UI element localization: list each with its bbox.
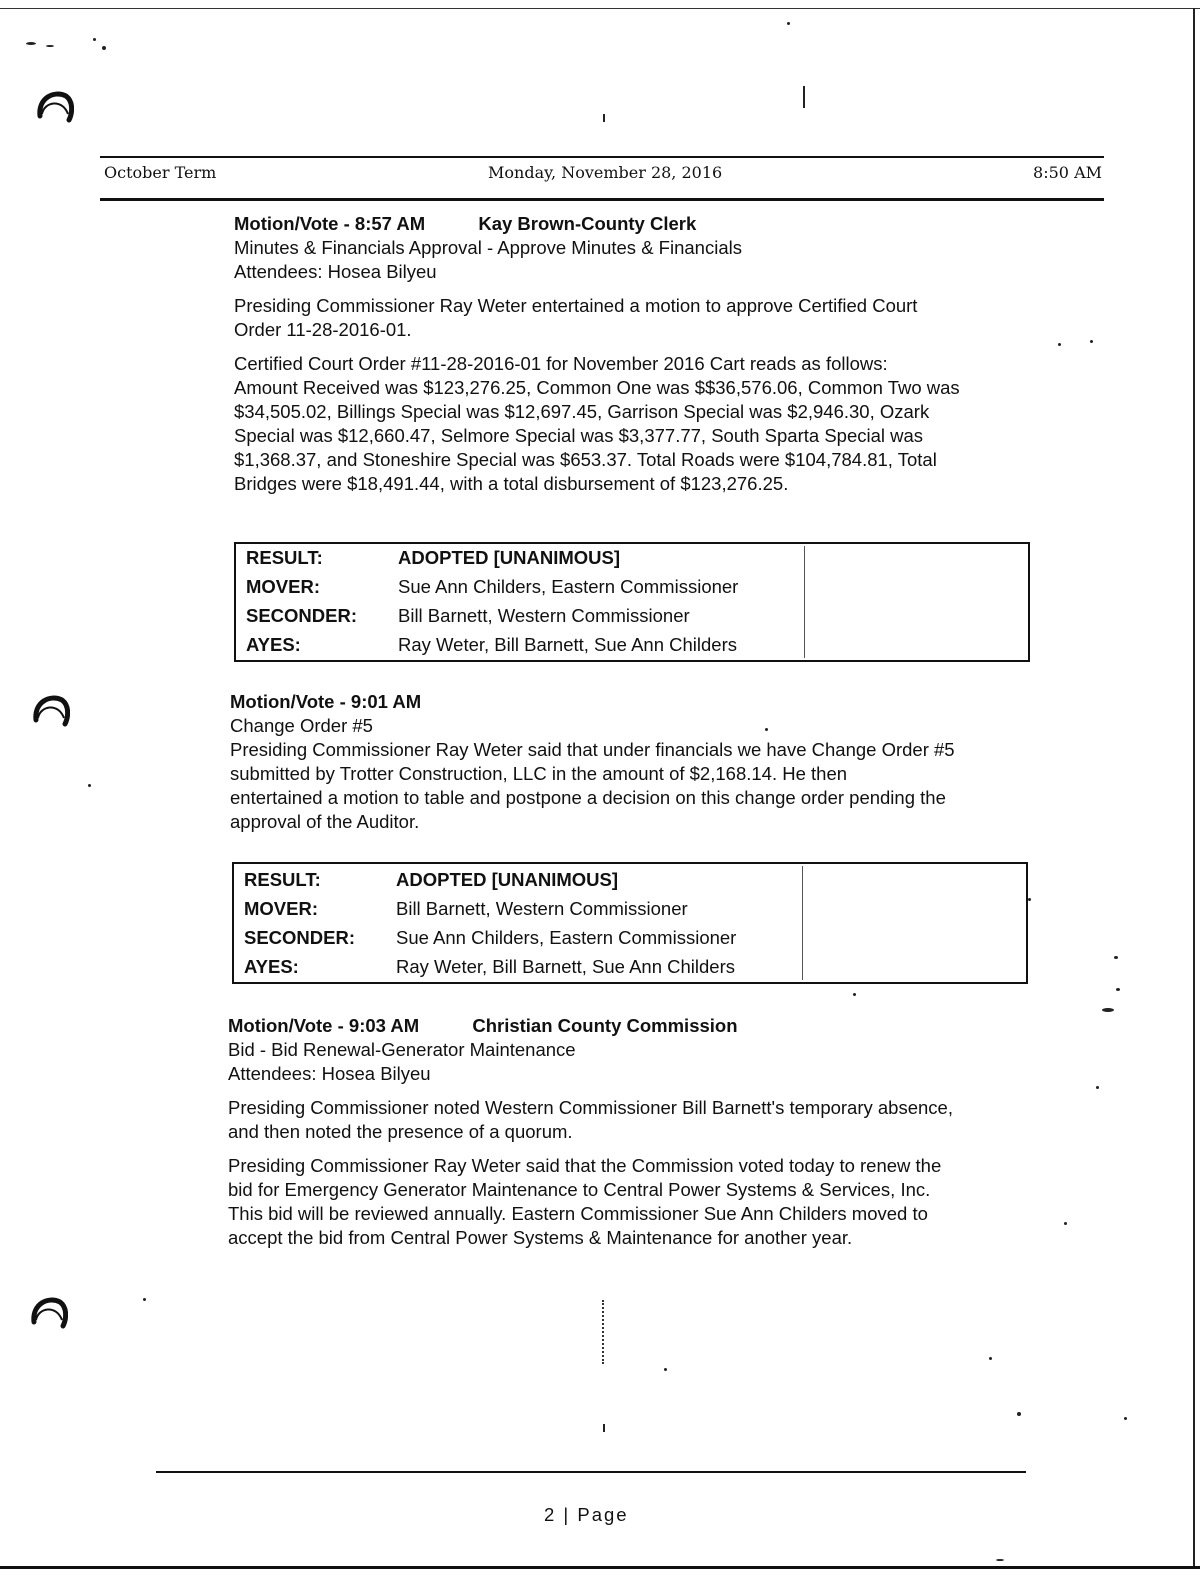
paragraph-line: Order 11-28-2016-01. (234, 319, 412, 340)
paragraph-line: Special was $12,660.47, Selmore Special was $3,377.77, South Sparta Special was (234, 425, 924, 446)
paragraph-line: Certified Court Order #11-28-2016-01 for November 2016 Cart reads as follows: (234, 353, 888, 374)
paragraph-line: entertained a motion to table and postpone a decision on this change order pending the (230, 787, 946, 808)
paragraph-line: bid for Emergency Generator Maintenance to Central Power Systems & Services, Inc. (228, 1179, 931, 1200)
paragraph-line: approval of the Auditor. (230, 811, 420, 832)
scan-speck (1017, 1412, 1021, 1416)
scan-edge-right (1193, 8, 1195, 1568)
punch-hole-icon (30, 1294, 68, 1330)
table-divider (804, 546, 805, 658)
term-label: October Term (104, 163, 217, 182)
paragraph-line: $34,505.02, Billings Special was $12,697.45, Garrison Special was $2,946.30, Ozark (234, 401, 930, 422)
header-rule (100, 198, 1104, 201)
scan-speck (1124, 1417, 1127, 1420)
paragraph (234, 352, 1034, 496)
scan-speck (1058, 343, 1061, 346)
scan-speck (989, 1357, 992, 1360)
scan-speck (603, 114, 605, 122)
motion-section-1 (234, 212, 1034, 496)
scan-speck (787, 22, 790, 25)
scan-edge-top (0, 8, 1200, 9)
scan-speck (46, 45, 54, 47)
scan-speck (664, 1368, 667, 1371)
motion-presenter: Christian County Commission (472, 1015, 738, 1036)
vote-result-table (234, 542, 1030, 662)
meeting-time: 8:50 AM (1033, 163, 1102, 182)
scan-speck (88, 784, 91, 787)
vote-result: ADOPTED [UNANIMOUS] (396, 869, 618, 890)
scan-speck (1102, 1008, 1114, 1012)
scan-speck (803, 86, 805, 108)
motion-heading (234, 212, 1034, 236)
page-number: 2 | Page (544, 1504, 629, 1525)
vote-result-table (232, 862, 1028, 984)
motion-time: 9:03 AM (348, 1015, 420, 1036)
meeting-date: Monday, November 28, 2016 (488, 163, 723, 182)
punch-hole-icon (36, 88, 74, 124)
vote-label: RESULT: (244, 869, 321, 890)
scan-speck (1064, 1222, 1067, 1225)
motion-label: Motion/Vote - (230, 691, 346, 712)
paragraph-line: accept the bid from Central Power Systems & Maintenance for another year. (228, 1227, 853, 1248)
paragraph (228, 1096, 1048, 1144)
scan-speck (602, 1300, 606, 1364)
motion-subject: Minutes & Financials Approval - Approve Minutes & Financials (234, 237, 742, 258)
motion-time: 8:57 AM (354, 213, 426, 234)
page-header (100, 156, 1104, 202)
motion-section-2 (230, 690, 1050, 834)
motion-heading (228, 1014, 1048, 1038)
vote-label: AYES: (244, 956, 299, 977)
scan-speck (1114, 956, 1118, 959)
vote-label: RESULT: (246, 547, 323, 568)
scan-speck (26, 42, 36, 45)
motion-heading (230, 690, 1050, 714)
scan-speck (1090, 340, 1093, 343)
paragraph (234, 294, 1034, 342)
paragraph-line: This bid will be reviewed annually. Eastern Commissioner Sue Ann Childers moved to (228, 1203, 928, 1224)
scan-speck (603, 1424, 605, 1432)
vote-label: MOVER: (246, 576, 320, 597)
vote-label: AYES: (246, 634, 301, 655)
vote-ayes: Ray Weter, Bill Barnett, Sue Ann Childers (398, 634, 737, 655)
attendees: Attendees: Hosea Bilyeu (234, 261, 437, 282)
vote-label: MOVER: (244, 898, 318, 919)
scan-speck (93, 38, 96, 41)
scan-speck (102, 46, 106, 50)
scan-speck (1096, 1086, 1099, 1089)
vote-result: ADOPTED [UNANIMOUS] (398, 547, 620, 568)
motion-subject: Change Order #5 (230, 715, 373, 736)
punch-hole-icon (32, 692, 70, 728)
vote-label: SECONDER: (246, 605, 358, 626)
scan-speck (853, 993, 856, 996)
paragraph-line: Amount Received was $123,276.25, Common One was $$36,576.06, Common Two was (234, 377, 960, 398)
vote-seconder: Bill Barnett, Western Commissioner (398, 605, 690, 626)
vote-mover: Sue Ann Childers, Eastern Commissioner (398, 576, 739, 597)
scan-edge-bottom (0, 1566, 1200, 1569)
paragraph-line: Presiding Commissioner noted Western Commissioner Bill Barnett's temporary absence, (228, 1097, 953, 1118)
paragraph-line: Presiding Commissioner Ray Weter said that the Commission voted today to renew the (228, 1155, 942, 1176)
paragraph-line: and then noted the presence of a quorum. (228, 1121, 573, 1142)
motion-section-3 (228, 1014, 1048, 1250)
motion-label: Motion/Vote - (228, 1015, 344, 1036)
motion-subject: Bid - Bid Renewal-Generator Maintenance (228, 1039, 576, 1060)
paragraph-line: submitted by Trotter Construction, LLC in the amount of $2,168.14. He then (230, 763, 848, 784)
motion-presenter: Kay Brown-County Clerk (478, 213, 697, 234)
scan-speck (996, 1559, 1004, 1561)
motion-label: Motion/Vote - (234, 213, 350, 234)
scan-speck (1116, 988, 1120, 991)
paragraph-line: Bridges were $18,491.44, with a total disbursement of $123,276.25. (234, 473, 789, 494)
paragraph-line: Presiding Commissioner Ray Weter said that under financials we have Change Order #5 (230, 739, 955, 760)
footer-rule (156, 1471, 1026, 1473)
paragraph (228, 1154, 1048, 1250)
motion-time: 9:01 AM (350, 691, 422, 712)
vote-ayes: Ray Weter, Bill Barnett, Sue Ann Childers (396, 956, 735, 977)
paragraph-line: Presiding Commissioner Ray Weter entertained a motion to approve Certified Court (234, 295, 918, 316)
vote-label: SECONDER: (244, 927, 356, 948)
vote-mover: Bill Barnett, Western Commissioner (396, 898, 688, 919)
paragraph-line: $1,368.37, and Stoneshire Special was $653.37. Total Roads were $104,784.81, Total (234, 449, 937, 470)
vote-seconder: Sue Ann Childers, Eastern Commissioner (396, 927, 737, 948)
scan-speck (1028, 898, 1031, 901)
scan-speck (143, 1298, 146, 1301)
table-divider (802, 866, 803, 980)
attendees: Attendees: Hosea Bilyeu (228, 1063, 431, 1084)
header-rule (100, 156, 1104, 158)
